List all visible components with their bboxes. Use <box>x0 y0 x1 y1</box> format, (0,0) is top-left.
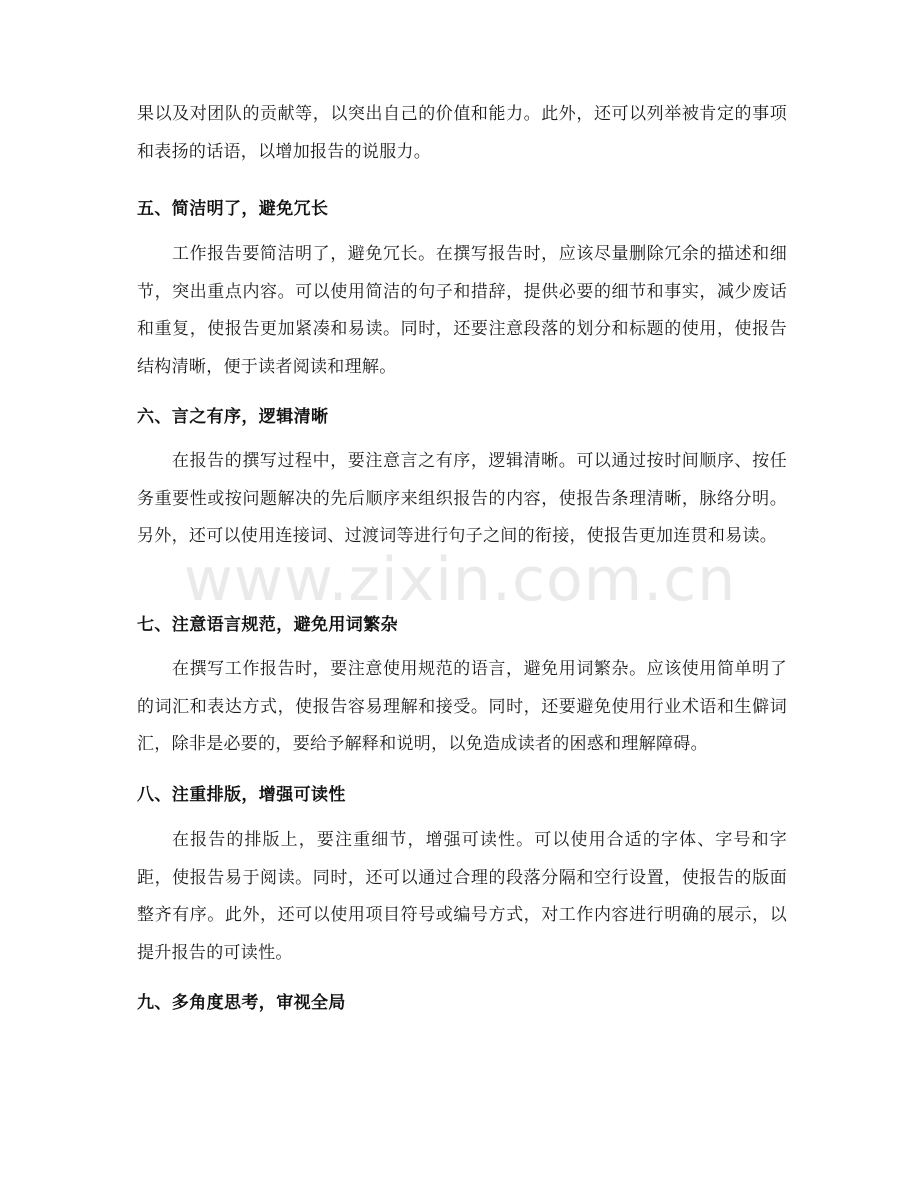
section-6-heading-block <box>137 405 787 429</box>
section-paragraph: 在撰写工作报告时，要注意使用规范的语言，避免用词繁杂。应该使用简单明了的词汇和表达方式，使报告容易理解和接受。同时，还要避免使用行业术语和生僻词汇，除非是必要的，要给予解释和说明，以免造成读者的困惑和理解障碍。 <box>137 659 787 754</box>
intro-paragraph: 果以及对团队的贡献等，以突出自己的价值和能力。此外，还可以列举被肯定的事项和表扬的话语，以增加报告的说服力。 <box>137 104 787 162</box>
intro-paragraph-block <box>137 96 787 171</box>
section-8-heading-block <box>137 783 787 807</box>
section-heading: 九、多角度思考，审视全局 <box>137 993 346 1013</box>
section-7-heading-block <box>137 613 787 637</box>
section-paragraph: 工作报告要简洁明了，避免冗长。在撰写报告时，应该尽量删除冗余的描述和细节，突出重点内容。可以使用简洁的句子和措辞，提供必要的细节和事实，减少废话和重复，使报告更加紧凑和易读。同时，还要注意段落的划分和标题的使用，使报告结构清晰，便于读者阅读和理解。 <box>137 244 787 377</box>
section-5-body-block <box>137 236 787 386</box>
section-9-heading-block <box>137 991 787 1015</box>
section-paragraph: 在报告的排版上，要注重细节，增强可读性。可以使用合适的字体、字号和字距，使报告易于阅读。同时，还可以通过合理的段落分隔和空行设置，使报告的版面整齐有序。此外，还可以使用项目符号或编号方式，对工作内容进行明确的展示，以提升报告的可读性。 <box>137 830 787 963</box>
section-heading: 七、注意语言规范，避免用词繁杂 <box>137 615 398 635</box>
section-paragraph: 在报告的撰写过程中，要注意言之有序，逻辑清晰。可以通过按时间顺序、按任务重要性或按问题解决的先后顺序来组织报告的内容，使报告条理清晰，脉络分明。另外，还可以使用连接词、过渡词等进行句子之间的衔接，使报告更加连贯和易读。 <box>137 451 787 546</box>
section-heading: 五、简洁明了，避免冗长 <box>137 199 329 219</box>
section-8-body-block <box>137 822 787 972</box>
section-heading: 八、注重排版，增强可读性 <box>137 785 346 805</box>
section-5-heading-block <box>137 197 787 221</box>
section-7-body-block <box>137 651 787 764</box>
section-6-body-block <box>137 443 787 556</box>
watermark: www.zixin.com.cn <box>183 545 737 615</box>
section-heading: 六、言之有序，逻辑清晰 <box>137 407 329 427</box>
